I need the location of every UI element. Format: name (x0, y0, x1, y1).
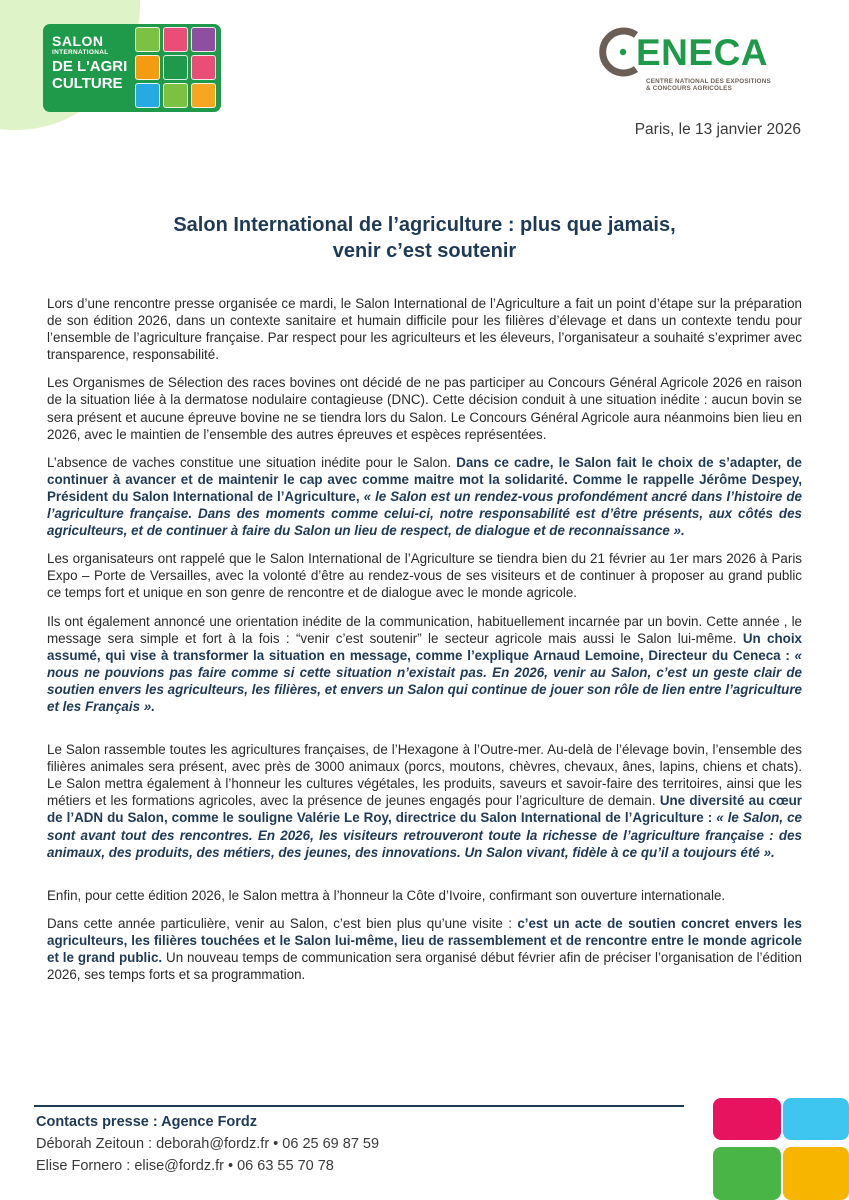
deco-cyan-tile (783, 1098, 849, 1140)
deco-yellow-tile (783, 1147, 849, 1200)
press-date: Paris, le 13 janvier 2026 (634, 121, 801, 138)
paragraph: Enfin, pour cette édition 2026, le Salon mettra à l’honneur la Côte d’Ivoire, confirmant son ouverture internationale. (47, 887, 726, 903)
logo-tile (163, 27, 188, 52)
press-title: Salon International de l’agriculture : plus que jamais, venir c’est soutenir (173, 214, 676, 262)
deco-green-tile (713, 1147, 781, 1200)
paragraph: Le Salon rassemble toutes les agricultures françaises, de l’Hexagone à l’Outre-mer. Au-delà de l’élevage bovin, l’ensemble des filières animales sera présent, avec près de 3000 animaux (porcs, moutons, chèvres, chevaux, ânes, lapins, chiens et chats). Le Salon mettra également à l’honneur les cultures végétales, les produits, saveurs et savoir-faire des territoires, ainsi que les métiers et les formations agricoles, avec la présence de jeunes engagés pour l’agriculture de demain. Une diversité au cœur de l’ADN du Salon, comme le souligne Valérie Le Roy, directrice du Salon International de l’Agriculture : « le Salon, ce sont avant tout des rencontres. En 2026, les visiteurs retrouveront toute la richesse de l’agriculture française : des animaux, des produits, des métiers, des jeunes, des innovations. Un Salon vivant, fidèle à ce qu’il a toujours été ». (47, 742, 802, 860)
paragraph: Lors d’une rencontre presse organisée ce mardi, le Salon International de l’Agriculture a fait un point d’étape sur la préparation de son édition 2026, dans un contexte sanitaire et humain difficile pour les filières d’élevage et dans un contexte tendu pour l’ensemble de l’agriculture française. Par respect pour les agriculteurs et les éleveurs, l’organisateur a souhaité s’exprimer avec transparence, responsabilité. (47, 296, 802, 363)
logo-tile (135, 27, 160, 52)
ceneca-logo (596, 26, 796, 106)
ceneca-wordmark: ENECA (636, 32, 769, 73)
paragraph: Les organisateurs ont rappelé que le Salon International de l’Agriculture se tiendra bien du 21 février au 1er mars 2026 à Paris Expo – Porte de Versailles, avec la volonté d’être au rendez-vous de ses visiteurs et de continuer à proposer au grand public ce temps fort et unique en son genre de rencontre et de dialogue avec le monde agricole. (47, 551, 802, 601)
logo-text-line: CULTURE (52, 74, 123, 92)
logo-tile (135, 83, 160, 108)
contact-line: Déborah Zeitoun : deborah@fordz.fr • 06 25 69 87 59 (36, 1136, 380, 1152)
press-contacts (36, 1114, 379, 1180)
logo-text-line: SALON (52, 33, 104, 49)
contacts-title: Contacts presse : Agence Fordz (36, 1114, 258, 1130)
logo-tile (191, 83, 216, 108)
logo-text-line: DE L'AGRI (52, 57, 128, 75)
paragraph: L’absence de vaches constitue une situation inédite pour le Salon. Dans ce cadre, le Salon fait le choix de s’adapter, de continuer à avancer et de maintenir le cap avec comme maitre mot la solidarité. Comme le rappelle Jérôme Despey, Président du Salon International de l’Agriculture, « le Salon est un rendez-vous profondément ancré dans l’histoire de l’agriculture française. Dans des moments comme celui-ci, notre responsabilité est d’être présents, aux côtés des agriculteurs, et de continuer à faire du Salon un lieu de respect, de dialogue et de reconnaissance ». (47, 454, 802, 539)
logo-tile (191, 27, 216, 52)
logo-tile (135, 55, 160, 80)
ceneca-subtitle: CENTRE NATIONAL DES EXPOSITIONS & CONCOURS AGRICOLES (646, 78, 771, 93)
logo-tile (163, 83, 188, 108)
contact-line: Elise Fornero : elise@fordz.fr • 06 63 55 70 78 (36, 1158, 334, 1174)
deco-pink-tile (713, 1098, 781, 1140)
salon-agriculture-logo (43, 24, 221, 112)
footer-divider (34, 1105, 684, 1107)
paragraph: Ils ont également annoncé une orientation inédite de la communication, habituellement incarnée par un bovin. Cette année , le message sera simple et fort à la fois : “venir c’est soutenir” le secteur agricole mais aussi le Salon lui-même. Un choix assumé, qui vise à transformer la situation en message, comme l’explique Arnaud Lemoine, Directeur du Ceneca : « nous ne pouvions pas faire comme si cette situation n’existait pas. En 2026, venir au Salon, c’est un geste clair de soutien envers les agriculteurs, les filières, et envers un Salon qui continue de jouer son rôle de lien entre l’agriculture et les Français ». (47, 613, 802, 714)
logo-tile-grid (135, 27, 217, 109)
paragraph: Dans cette année particulière, venir au Salon, c’est bien plus qu’une visite : c’est un acte de soutien concret envers les agriculteurs, les filières touchées et le Salon lui-même, lieu de rassemblement et de rencontre entre le monde agricole et le grand public. Un nouveau temps de communication sera organisé début février afin de préciser l’organisation de l’édition 2026, ses temps forts et sa programmation. (47, 915, 802, 983)
logo-text-line: INTERNATIONAL (52, 49, 109, 56)
press-body (47, 295, 802, 994)
logo-tile (163, 55, 188, 80)
logo-tile (191, 55, 216, 80)
paragraph: Les Organismes de Sélection des races bovines ont décidé de ne pas participer au Concours Général Agricole 2026 en raison de la situation liée à la dermatose nodulaire contagieuse (DNC). Cette décision conduit à une situation inédite : aucun bovin se sera présent et aucune épreuve bovine ne se tiendra lors du Salon. Le Concours Général Agricole aura néanmoins bien lieu en 2026, avec le maintien de l’ensemble des autres épreuves et espèces représentées. (47, 375, 802, 442)
